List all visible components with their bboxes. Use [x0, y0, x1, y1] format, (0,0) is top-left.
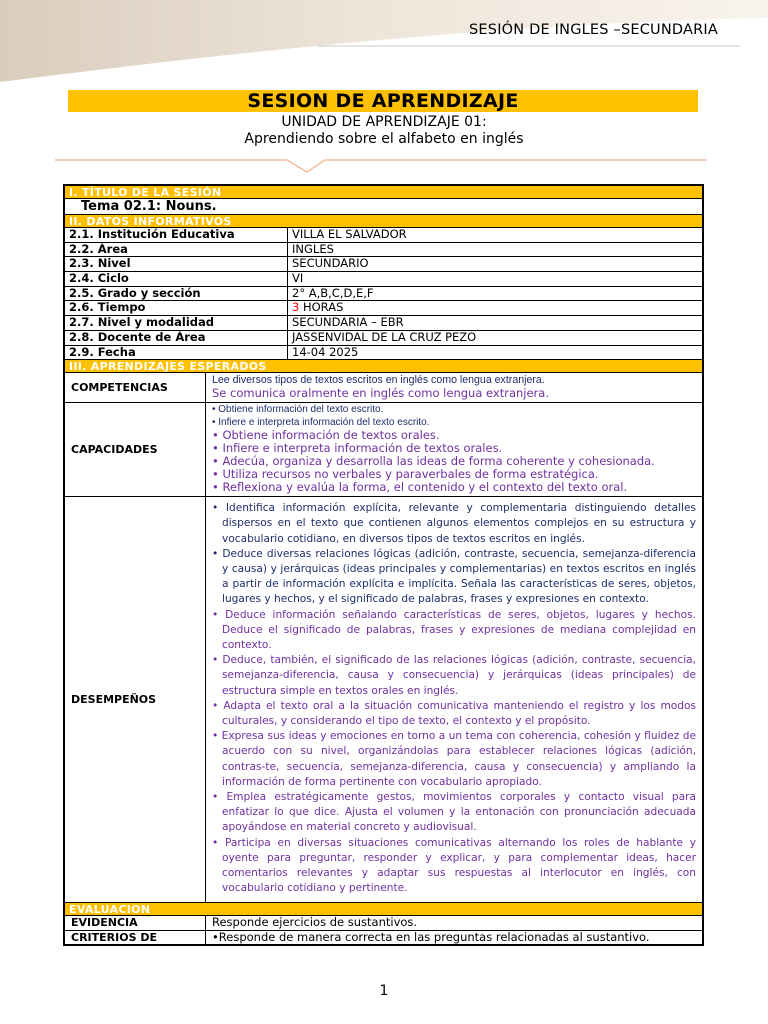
desempeno-item: • Deduce información señalando características de seres, objetos, lugares y hechos. Deduce el significado de palabras, frases y expresiones de mediana complejidad en contexto. — [212, 608, 696, 652]
evidencia-row — [65, 916, 702, 931]
desempenos-label: DESEMPEÑOS — [65, 497, 206, 902]
dato-row — [65, 228, 702, 243]
criterios-label: CRITERIOS DE — [65, 931, 206, 945]
dato-row — [65, 331, 702, 346]
header-swoosh-decoration — [0, 0, 768, 90]
dato-value: INGLES — [292, 241, 334, 256]
dato-value: VI — [292, 271, 304, 286]
document-title: SESION DE APRENDIZAJE — [68, 90, 698, 112]
section-heading-evaluacion: EVALUACION — [65, 903, 702, 916]
competencias-row — [65, 373, 702, 403]
desempenos-content — [206, 497, 702, 902]
evidencia-label: EVIDENCIA — [65, 916, 206, 930]
competencia-item: Se comunica oralmente en inglés como lengua extranjera. — [212, 386, 549, 401]
capacidades-row — [65, 403, 702, 497]
dato-value: JASSENVIDAL DE LA CRUZ PEZO — [292, 329, 477, 344]
desempenos-row — [65, 497, 702, 903]
dato-label: 2.7. Nivel y modalidad — [65, 316, 288, 330]
criterios-row — [65, 931, 702, 945]
dato-value: VILLA EL SALVADOR — [292, 227, 407, 241]
dato-row — [65, 316, 702, 331]
criterios-value: •Responde de manera correcta en las preguntas relacionadas al sustantivo. — [212, 929, 650, 944]
dato-label: 2.9. Fecha — [65, 346, 288, 360]
capacidad-item: • Obtiene información del texto escrito. — [212, 404, 384, 416]
capacidad-item: • Adecúa, organiza y desarrolla las ideas de forma coherente y cohesionada. — [212, 454, 655, 469]
dato-label: 2.5. Grado y sección — [65, 287, 288, 301]
capacidades-content — [206, 403, 702, 496]
desempeno-item: • Expresa sus ideas y emociones en torno a un tema con coherencia, cohesión y fluidez de acuerdo con su nivel, organizándolas para establecer relaciones lógicas (adición, contras-te, secuencia, semejanza-diferencia, causa y consecuencia) y ampliando la información de forma pertinente con vocabulario apropiado. — [212, 730, 696, 788]
dato-row — [65, 272, 702, 287]
capacidad-item: • Infiere e interpreta información del texto escrito. — [212, 416, 430, 428]
session-table — [63, 184, 704, 946]
capacidades-label: CAPACIDADES — [65, 403, 206, 496]
dato-row — [65, 257, 702, 272]
dato-value: SECUNDARIA – EBR — [292, 315, 404, 330]
dato-value: 14-04 2025 — [292, 344, 359, 359]
desempeno-item: • Participa en diversas situaciones comunicativas alternando los roles de hablante y oyente para preguntar, responder y explicar, y para complementar ideas, hacer comentarios relevantes y adaptar sus respuestas al interlocutor en inglés, con vocabulario cotidiano y pertinente. — [212, 836, 696, 895]
competencia-item: Lee diversos tipos de textos escritos en inglés como lengua extranjera. — [212, 374, 545, 387]
dato-label: 2.2. Área — [65, 243, 288, 257]
tiempo-unit: HORAS — [299, 300, 344, 315]
decorative-divider — [55, 156, 707, 176]
dato-label: 2.6. Tiempo — [65, 301, 288, 315]
dato-value — [288, 301, 702, 315]
desempeno-item: • Adapta el texto oral a la situación comunicativa manteniendo el registro y los modos culturales, y considerando el tipo de texto, el contexto y el propósito. — [212, 699, 696, 728]
desempeno-item: • Emplea estratégicamente gestos, movimientos corporales y contacto visual para enfatizar lo que dice. Ajusta el volumen y la entonación con pronunciación adecuada apoyándose en material concreto y audiovisual. — [212, 791, 696, 834]
unit-name: Aprendiendo sobre el alfabeto en inglés — [244, 131, 524, 147]
capacidad-item: • Obtiene información de textos orales. — [212, 428, 440, 443]
dato-label: 2.8. Docente de Área — [65, 331, 288, 345]
dato-row — [65, 287, 702, 302]
dato-value: 2° A,B,C,D,E,F — [292, 285, 374, 300]
header-title: SESIÓN DE INGLES –SECUNDARIA — [469, 22, 718, 38]
desempeno-item: • Deduce, también, el significado de las relaciones lógicas (adición, contraste, secuencia, semejanza-diferencia, causa y consecuencia) y jerárquicas (ideas principales) de estructura simple en textos orales en inglés. — [212, 654, 696, 697]
tiempo-number: 3 — [292, 300, 300, 315]
competencias-label: COMPETENCIAS — [65, 373, 206, 402]
desempeno-item: • Deduce diversas relaciones lógicas (adición, contraste, secuencia, semejanza-diferencia y causa) y jerárquicas (ideas principales y complementarias) en textos escritos en inglés a partir de información explícita e implícita. Señala las características de seres, objetos, lugares y hechos, y el significado de palabras, frases y expresiones en contexto. — [212, 547, 696, 606]
dato-row — [65, 346, 702, 361]
capacidad-item: • Infiere e interpreta información de textos orales. — [212, 441, 503, 456]
dato-label: 2.3. Nivel — [65, 257, 288, 271]
section-heading-datos: II. DATOS INFORMATIVOS — [65, 215, 702, 228]
session-topic: Tema 02.1: Nouns. — [65, 199, 702, 215]
capacidad-item: • Reflexiona y evalúa la forma, el contenido y el contexto del texto oral. — [212, 480, 628, 495]
evidencia-value: Responde ejercicios de sustantivos. — [212, 915, 418, 930]
page-number: 1 — [379, 983, 389, 999]
dato-row — [65, 243, 702, 258]
competencias-content — [206, 373, 702, 402]
section-heading-titulo: I. TÍTULO DE LA SESIÓN — [65, 186, 702, 199]
capacidad-item: • Utiliza recursos no verbales y paraverbales de forma estratégica. — [212, 467, 599, 482]
desempeno-item: • Identifica información explícita, relevante y complementaria distinguiendo detalles dispersos en el texto que contienen algunos elementos complejos en su estructura y vocabulario cotidiano, en diversos tipos de textos escritos en inglés. — [212, 502, 696, 545]
dato-row — [65, 301, 702, 316]
unit-subtitle: UNIDAD DE APRENDIZAJE 01: — [281, 114, 487, 130]
dato-label: 2.1. Institución Educativa — [65, 228, 288, 242]
dato-value: SECUNDARIO — [292, 256, 369, 271]
section-heading-aprendizajes: III. APRENDIZAJES ESPERADOS — [65, 360, 702, 373]
dato-label: 2.4. Ciclo — [65, 272, 288, 286]
